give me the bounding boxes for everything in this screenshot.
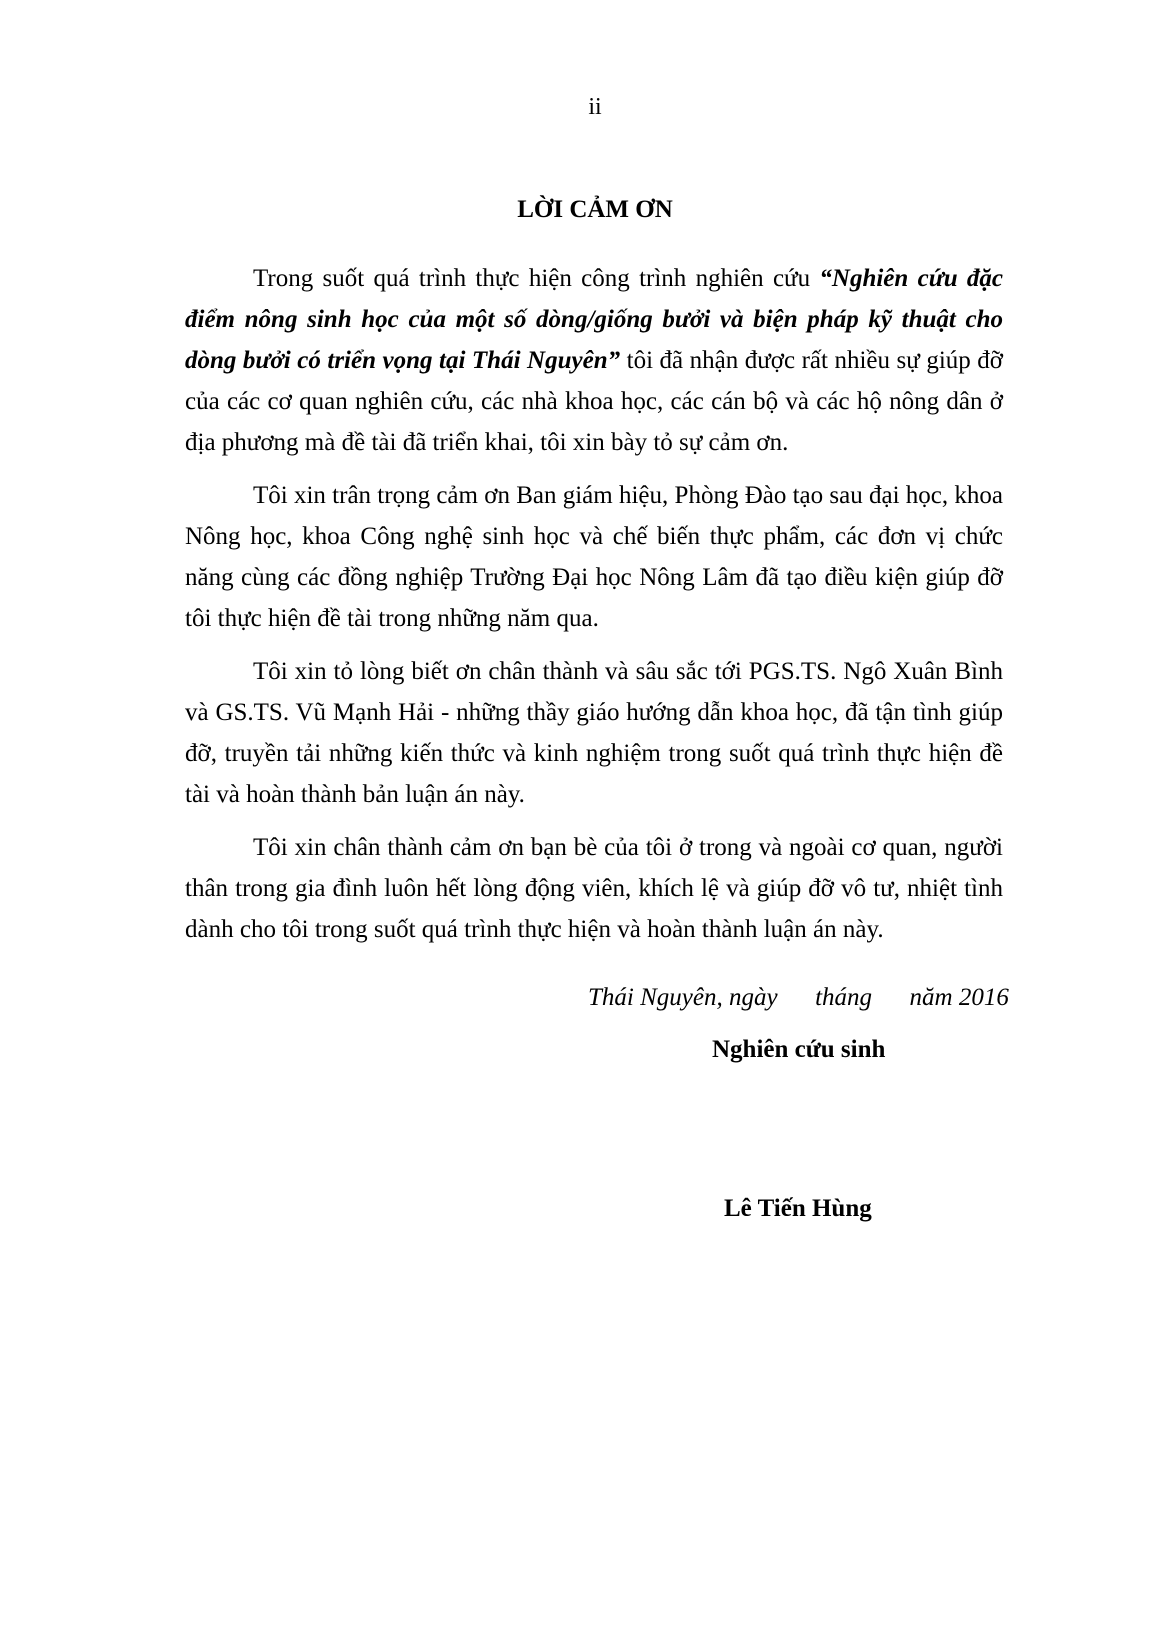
signer-role: Nghiên cứu sinh xyxy=(712,1036,886,1063)
paragraph-family-thanks: Tôi xin chân thành cảm ơn bạn bè của tôi ở trong và ngoài cơ quan, người thân trong gia đình luôn hết lòng động viên, khích lệ và giúp đỡ vô tư, nhiệt tình dành cho tôi trong suốt quá trình thực hiện và hoàn thành luận án này. xyxy=(185,834,1003,943)
acknowledgement-body xyxy=(185,258,1003,962)
paragraph-intro-tail: tôi đã nhận được rất nhiều sự giúp đỡ của các cơ quan nghiên cứu, các nhà khoa học, các cán bộ và các hộ nông dân ở địa phương mà đề tài đã triển khai, tôi xin bày tỏ sự cảm ơn. xyxy=(185,347,1004,456)
paragraph-advisor-thanks: Tôi xin tỏ lòng biết ơn chân thành và sâu sắc tới PGS.TS. Ngô Xuân Bình và GS.TS. Vũ Mạnh Hải - những thầy giáo hướng dẫn khoa học, đã tận tình giúp đỡ, truyền tải những kiến thức và kinh nghiệm trong suốt quá trình thực hiện đề tài và hoàn thành bản luận án này. xyxy=(185,658,1003,808)
paragraph-institution-thanks: Tôi xin trân trọng cảm ơn Ban giám hiệu, Phòng Đào tạo sau đại học, khoa Nông học, khoa Công nghệ sinh học và chế biến thực phẩm, các đơn vị chức năng cùng các đồng nghiệp Trường Đại học Nông Lâm đã tạo điều kiện giúp đỡ tôi thực hiện đề tài trong những năm qua. xyxy=(185,482,1003,632)
research-title: “Nghiên cứu đặc điểm nông sinh học của một số dòng/giống bưởi và biện pháp kỹ thuật cho dòng bưởi có triển vọng tại Thái Nguyên” xyxy=(185,265,1003,374)
signer-name: Lê Tiến Hùng xyxy=(724,1195,872,1222)
place-date-line: Thái Nguyên, ngày tháng năm 2016 xyxy=(588,984,1009,1011)
paragraph-intro-lead: Trong suốt quá trình thực hiện công trình nghiên cứu xyxy=(253,265,820,292)
page-title: LỜI CẢM ƠN xyxy=(517,196,673,223)
page-number: ii xyxy=(588,94,602,120)
paragraph-intro xyxy=(185,258,1003,463)
